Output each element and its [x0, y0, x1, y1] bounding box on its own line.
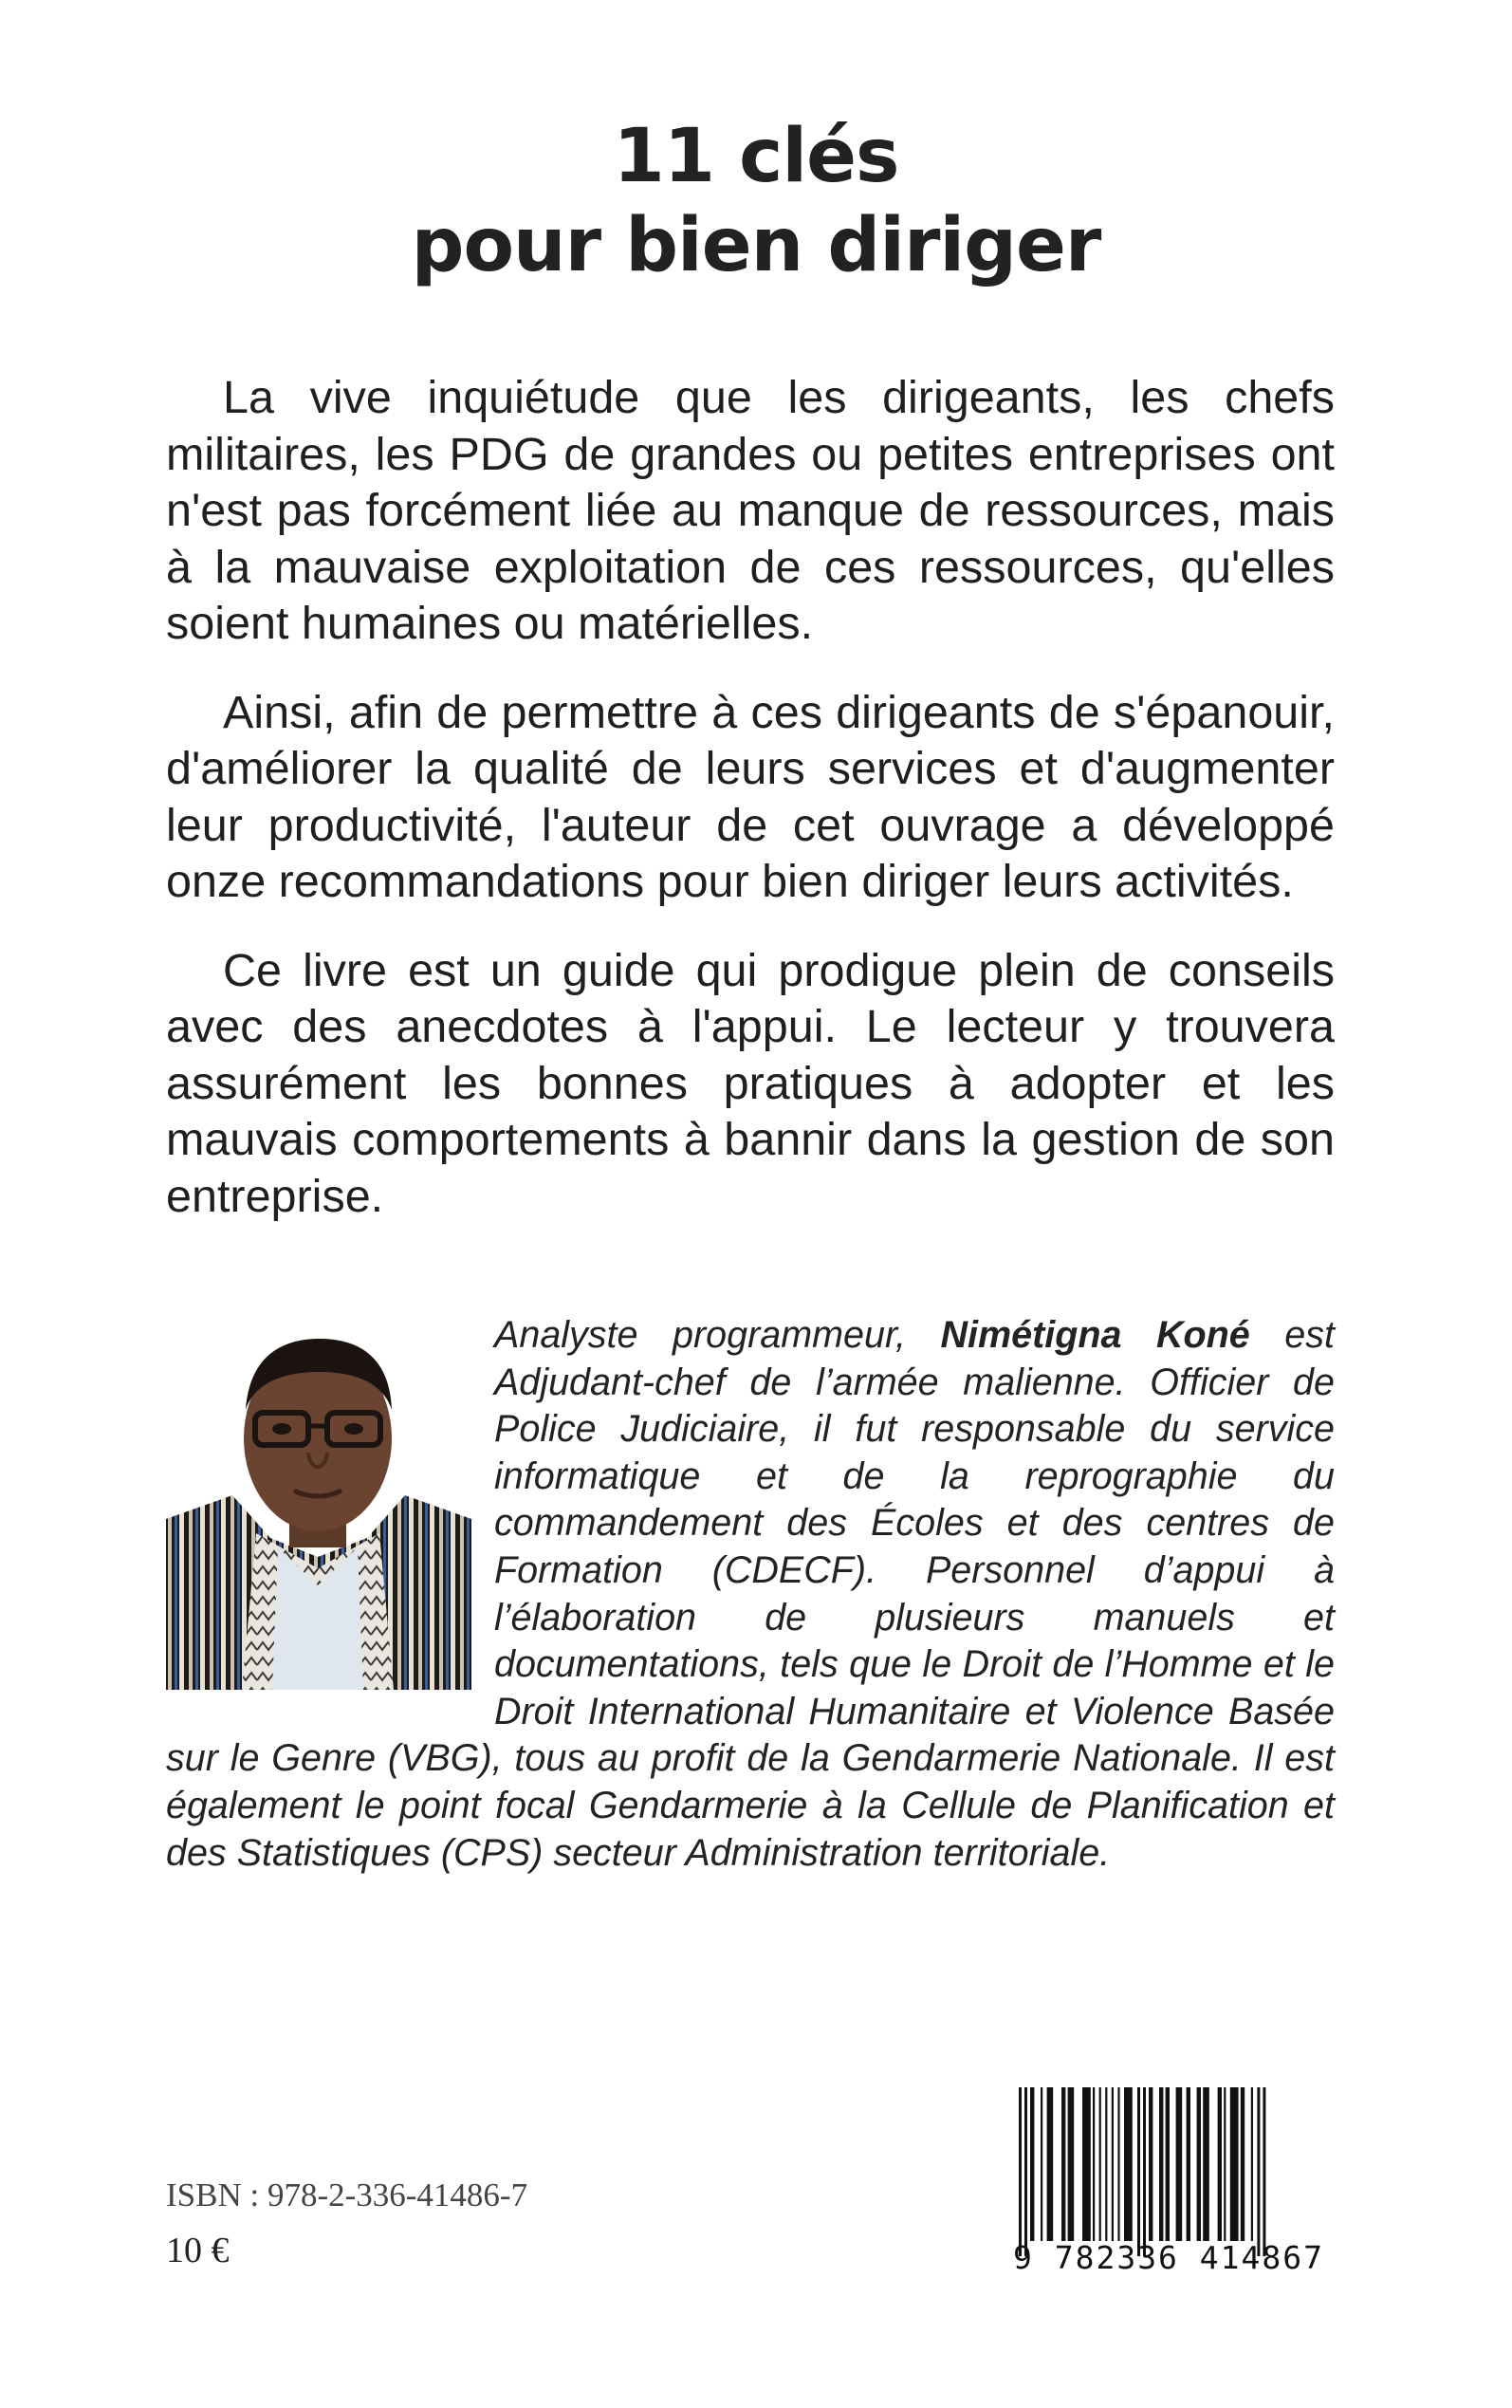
bio-intro: Analyste programmeur, — [494, 1314, 941, 1356]
barcode-bar — [1068, 2087, 1075, 2241]
barcode-bar — [1203, 2087, 1209, 2241]
barcode-bar — [1251, 2087, 1253, 2241]
barcode-bar — [1082, 2087, 1091, 2241]
barcode-bar — [1230, 2087, 1239, 2241]
author-name: Nimétigna Koné — [940, 1314, 1250, 1356]
barcode-bar — [1093, 2087, 1095, 2241]
author-portrait-illustration — [166, 1320, 471, 1690]
barcode-bar — [1187, 2087, 1190, 2241]
title-line-1: 11 clés — [613, 114, 899, 199]
barcode-bar — [1257, 2087, 1260, 2256]
barcode-bar — [1019, 2087, 1022, 2256]
barcode-bar — [1149, 2087, 1152, 2241]
barcode — [1002, 2087, 1336, 2277]
barcode-bar — [1030, 2087, 1034, 2241]
barcode-bar — [1061, 2087, 1065, 2241]
author-photo — [166, 1320, 471, 1690]
barcode-bar — [1159, 2087, 1163, 2241]
blurb — [166, 370, 1335, 1257]
barcode-bar — [1024, 2087, 1027, 2256]
barcode-bar — [1117, 2087, 1119, 2241]
blurb-paragraph-3: Ce livre est un guide qui prodigue plein de conseils avec des anecdotes à l'appui. Le lecteur y trouvera assurément les bonnes pratiques à adopter et les mauvais comportements à bannir dans la gestion de son entreprise. — [166, 944, 1335, 1222]
blurb-paragraph-1: La vive inquiétude que les dirigeants, les chefs militaires, les PDG de grandes ou petites entreprises ont n'est pas forcément liée au manque de ressources, mais à la mauvaise exploitation de ces ressources, qu'elles soient humaines ou matérielles. — [166, 372, 1335, 649]
isbn: ISBN : 978-2-336-41486-7 — [166, 2176, 528, 2214]
barcode-bar — [1166, 2087, 1170, 2241]
bio-body: est Adjudant-chef de l’armée malienne. Officier de Police Judiciaire, il fut responsable du service informatique et de la reprographie du commandement des Écoles et des centres de Formation (CDECF). Personnel d’appui à l’élaboration de plusieurs manuels et documentations, tels que le Droit de l’Homme et le Droit International Humanitaire et Violence Basée sur le Genre (VBG), tous au profit de la Gendarmerie Nationale. Il est également le point focal Gendarmerie à la Cellule de Planification et des Statistiques (CPS) secteur Administration territoriale. — [166, 1314, 1335, 1874]
barcode-bar — [1197, 2087, 1201, 2241]
barcode-bar — [1047, 2087, 1054, 2241]
barcode-bar — [1176, 2087, 1183, 2241]
barcode-number: 9 782336 414867 — [1012, 2239, 1324, 2276]
barcode-bar — [1241, 2087, 1245, 2241]
barcode-bar — [1099, 2087, 1101, 2241]
price: 10 € — [166, 2231, 230, 2270]
barcode-bar — [1124, 2087, 1133, 2241]
barcode-bar — [1218, 2087, 1222, 2241]
barcode-bar — [1224, 2087, 1226, 2241]
barcode-bar — [1263, 2087, 1265, 2256]
book-title — [0, 112, 1512, 290]
barcode-bar — [1137, 2087, 1140, 2256]
barcode-bar — [1143, 2087, 1146, 2256]
author-bio — [166, 1312, 1335, 1877]
blurb-paragraph-2: Ainsi, afin de permettre à ces dirigeants de s'épanouir, d'améliorer la qualité de leurs services et d'augmenter leur productivité, l'auteur de cet ouvrage a développé onze recommandations pour bien diriger leurs activités. — [166, 686, 1335, 907]
barcode-bar — [1112, 2087, 1114, 2241]
barcode-bar — [1041, 2087, 1042, 2241]
barcode-bar — [1105, 2087, 1107, 2241]
title-line-2: pour bien diriger — [411, 203, 1101, 288]
